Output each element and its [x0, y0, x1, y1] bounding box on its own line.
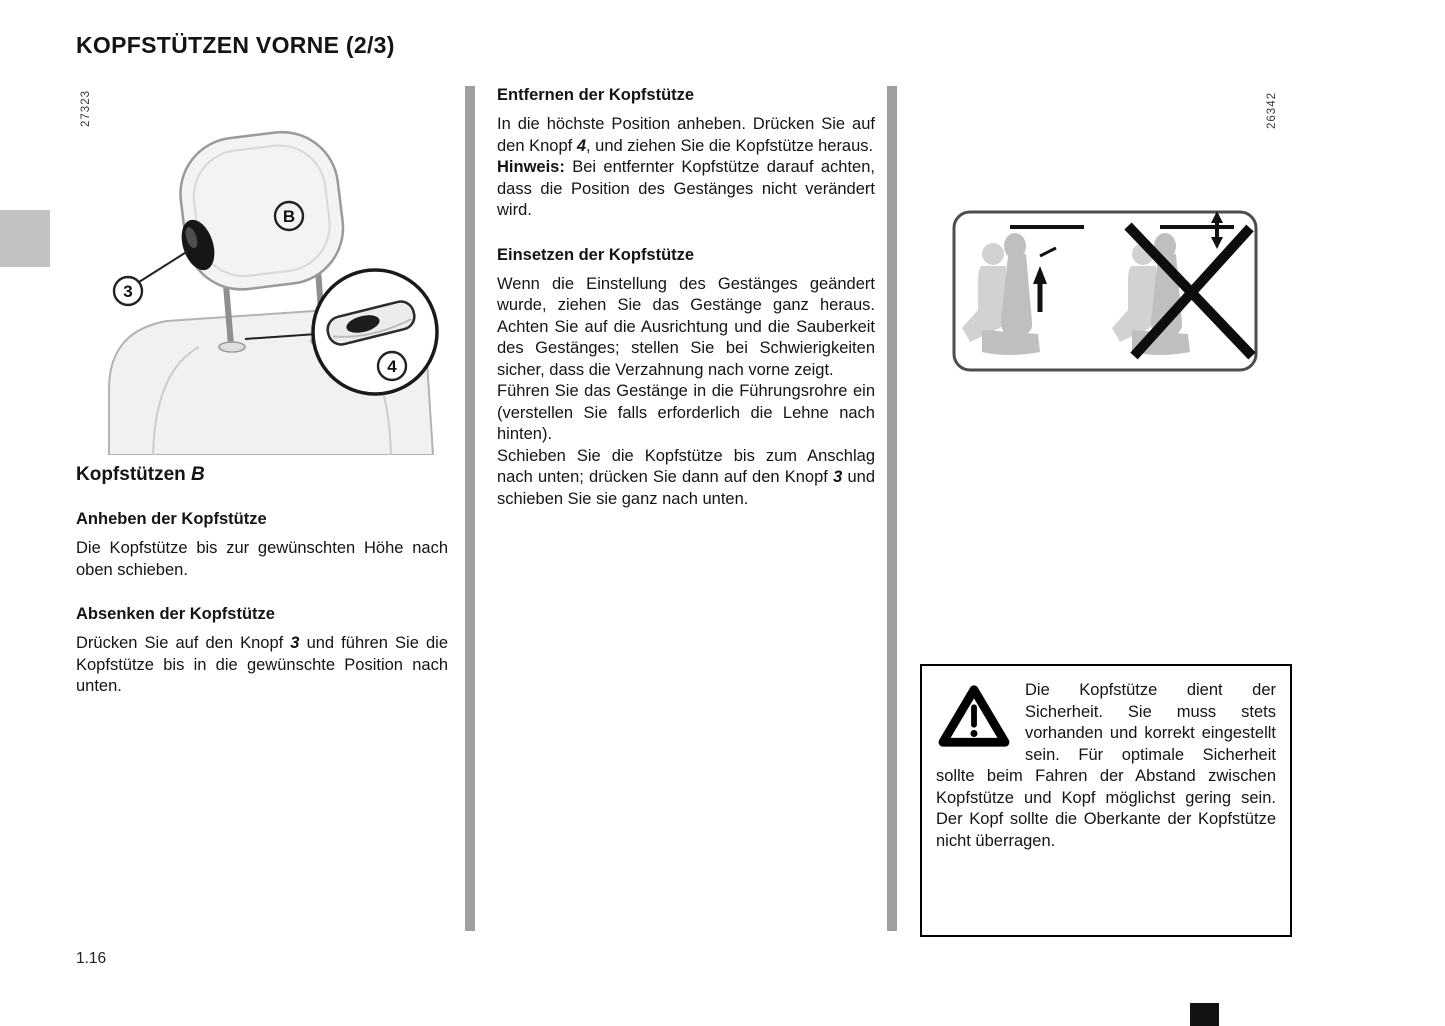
text-run: Drücken Sie auf den Knopf [76, 634, 291, 652]
figure-photo-id-right: 26342 [1266, 92, 1278, 129]
left-column [76, 464, 448, 698]
note-label: Hinweis: [497, 158, 565, 176]
column-separator-left [465, 86, 475, 931]
insert-body [497, 274, 875, 511]
button-ref-3: 3 [833, 468, 843, 486]
text-run: Schieben Sie die Kopfstütze bis zum Anschlag nach unten; drücken Sie dann auf den Knopf [497, 446, 875, 486]
paragraph: Wenn die Einstellung des Gestänges geändert wurde, ziehen Sie das Gestänge ganz heraus. Achten Sie auf die Ausrichtung und die Sauberkeit des Gestänges; stellen Sie bei Schwierigkeiten sicher, dass die Verzahnung nach vorne zeigt. [497, 274, 875, 379]
section-heading [76, 464, 448, 486]
paragraph: Führen Sie das Gestänge in die Führungsrohre ein (verstellen Sie falls erforderlich die Lehne nach hinten). [497, 382, 875, 443]
paragraph [497, 157, 875, 222]
text-run: , und ziehen Sie die Kopfstütze heraus. [586, 136, 874, 155]
page-edge-tab [1190, 1003, 1219, 1026]
paragraph [76, 633, 448, 698]
section-heading-variant: B [191, 464, 205, 485]
remove-body [497, 114, 875, 222]
lower-body [76, 633, 448, 698]
paragraph [497, 114, 875, 157]
button-ref-4: 4 [576, 136, 587, 155]
raise-body [76, 538, 448, 581]
button-ref-3: 3 [290, 634, 300, 652]
label-3: 3 [123, 282, 133, 301]
page-title: KOPFSTÜTZEN VORNE (2/3) [76, 32, 395, 58]
section-side-tab [0, 210, 50, 267]
callout-b [275, 202, 303, 230]
paragraph: Die Kopfstütze bis zur gewünschten Höhe nach oben schieben. [76, 539, 448, 579]
figure-photo-id-left: 27323 [80, 90, 92, 127]
paragraph [497, 446, 875, 511]
insert-heading: Einsetzen der Kopfstütze [497, 245, 695, 264]
seats-illustration [952, 210, 1258, 372]
headrest-figure [95, 103, 445, 455]
warning-text: Die Kopfstütze dient der Sicherheit. Sie muss stets vorhanden und korrekt eingestellt sein. Für optimale Sicherheit sollte beim Fahren der Abstand zwischen Kopfstütze und Kopf möglichst gering sein. Der Kopf sollte die Oberkante der Kopfstütze nicht überragen. [936, 681, 1276, 850]
warning-triangle-icon [936, 682, 1012, 750]
label-b: B [282, 207, 296, 226]
lower-heading: Absenken der Kopfstütze [76, 605, 275, 623]
safety-warning-box [920, 664, 1292, 937]
text-run: Bei entfernter Kopfstütze darauf achten, dass die Position des Gestänges nicht verändert wird. [497, 158, 875, 219]
raise-heading: Anheben der Kopfstütze [76, 510, 267, 528]
label-4: 4 [387, 357, 397, 376]
text-run: In die höchste Position anheben. Drücken Sie auf den Knopf [497, 115, 875, 155]
callout-3 [114, 251, 188, 305]
page-number: 1.16 [76, 950, 107, 967]
text-run: und führen Sie die Kopfstütze bis in die gewünschte Position nach unten. [76, 634, 448, 695]
headrest-illustration [95, 103, 445, 455]
middle-column [497, 86, 875, 510]
remove-heading: Entfernen der Kopfstütze [497, 86, 695, 104]
text-run: und schieben Sie sie ganz nach unten. [497, 468, 875, 508]
seats-figure [952, 210, 1258, 372]
section-heading-text: Kopfstützen [76, 464, 192, 485]
headrest-cushion [174, 126, 349, 296]
column-separator-right [887, 86, 897, 931]
